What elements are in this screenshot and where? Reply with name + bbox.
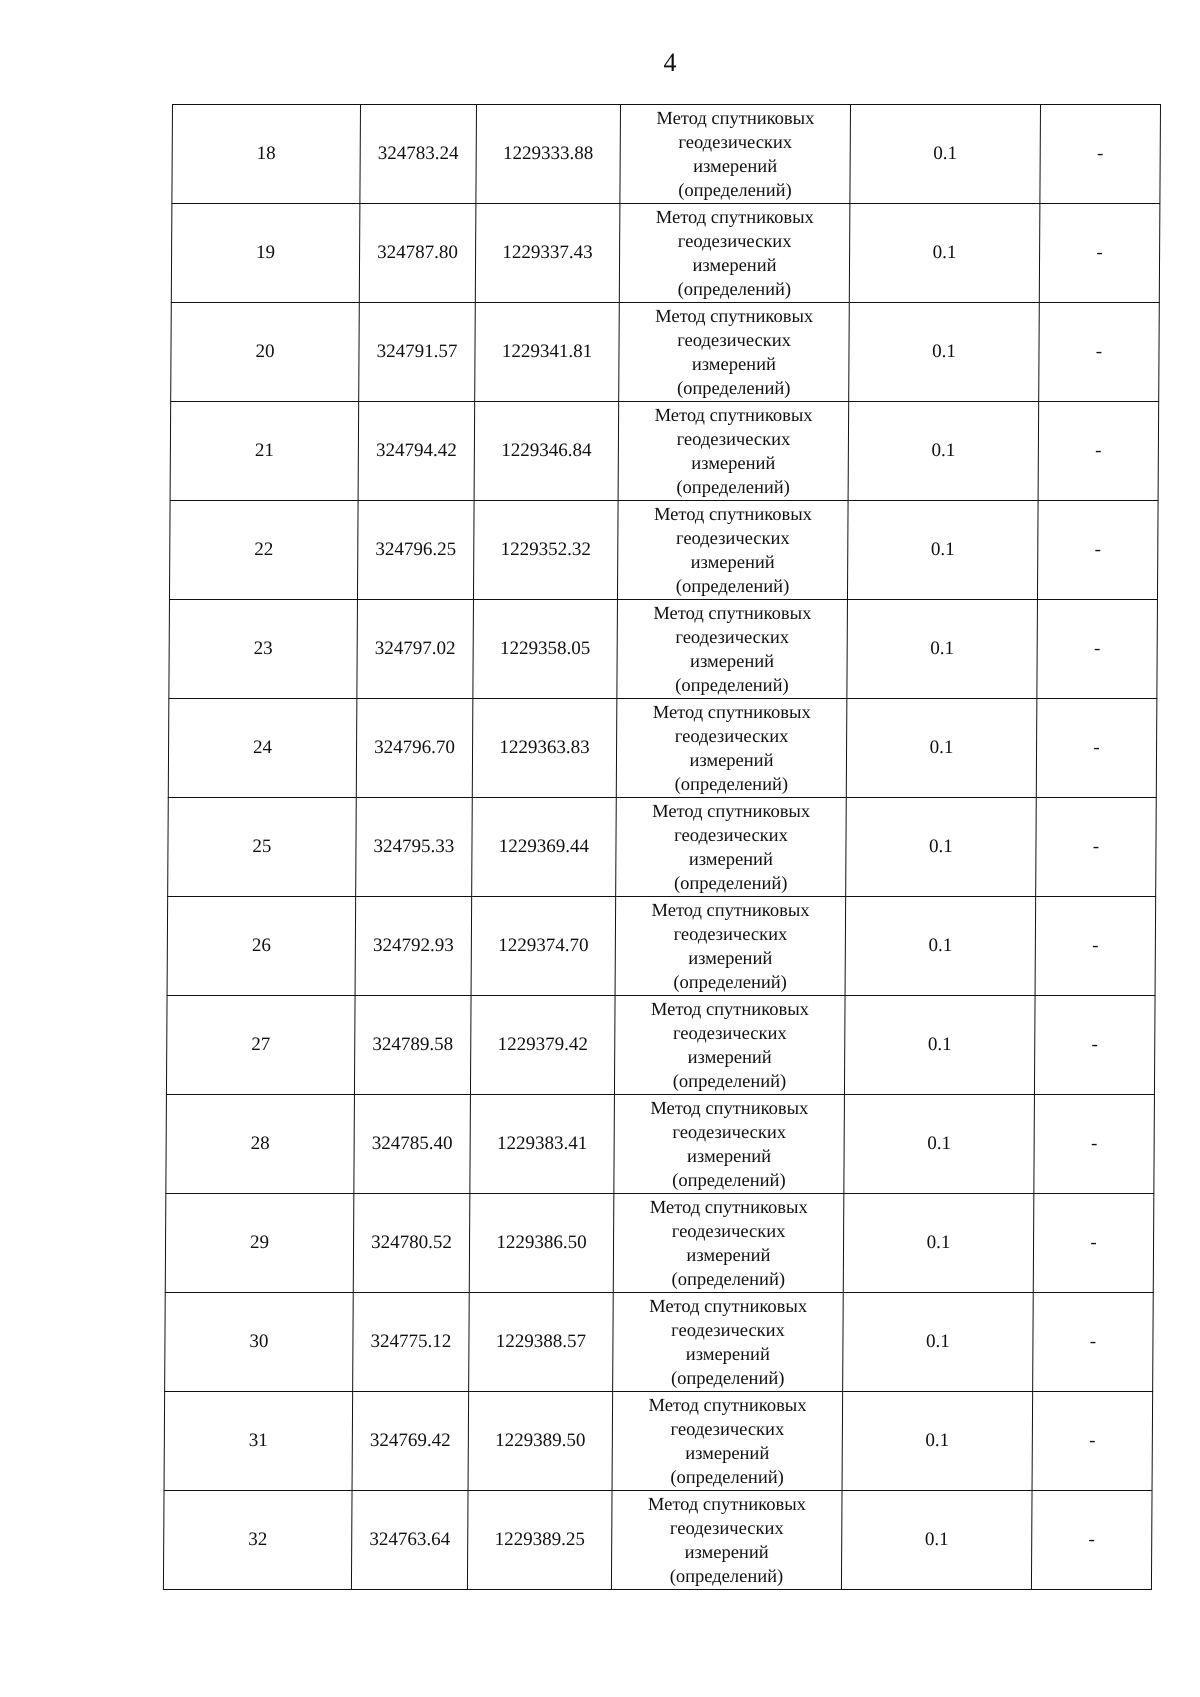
y-coordinate-cell: 1229341.81 bbox=[475, 303, 620, 402]
point-number-cell: 23 bbox=[169, 600, 358, 699]
x-coordinate-cell: 324787.80 bbox=[359, 204, 476, 303]
accuracy-cell: 0.1 bbox=[841, 1491, 1032, 1590]
accuracy-cell: 0.1 bbox=[849, 204, 1040, 303]
y-coordinate-cell: 1229379.42 bbox=[470, 996, 615, 1095]
y-coordinate-cell: 1229346.84 bbox=[474, 402, 619, 501]
method-line: (определений) bbox=[671, 1270, 786, 1290]
point-number-cell: 25 bbox=[168, 798, 357, 897]
method-line: (определений) bbox=[676, 379, 791, 399]
method-line: (определений) bbox=[675, 676, 789, 696]
page-number: 4 bbox=[663, 48, 677, 77]
x-coordinate-cell: 324792.93 bbox=[355, 897, 472, 996]
point-number-cell: 22 bbox=[169, 501, 358, 600]
y-coordinate-cell: 1229369.44 bbox=[472, 798, 617, 897]
method-line: измерений bbox=[693, 157, 778, 177]
method-line: Метод спутниковых bbox=[651, 901, 810, 921]
point-number-cell: 26 bbox=[167, 897, 356, 996]
table-row bbox=[172, 105, 1161, 204]
accuracy-cell: 0.1 bbox=[843, 1194, 1034, 1293]
x-coordinate-cell: 324789.58 bbox=[354, 996, 471, 1095]
description-cell: - bbox=[1034, 996, 1155, 1095]
method-line: (определений) bbox=[673, 874, 788, 894]
method-line: Метод спутниковых bbox=[656, 109, 815, 129]
method-line: измерений bbox=[684, 1543, 769, 1563]
table-row bbox=[163, 1491, 1152, 1590]
accuracy-cell: 0.1 bbox=[848, 402, 1039, 501]
method-line: (определений) bbox=[675, 577, 790, 597]
method-line: Метод спутниковых bbox=[652, 802, 811, 822]
method-line: геодезических bbox=[669, 1519, 784, 1539]
method-cell bbox=[616, 699, 847, 798]
method-line: (определений) bbox=[674, 775, 789, 795]
coordinates-table bbox=[163, 104, 1161, 1590]
point-number-cell: 19 bbox=[171, 204, 360, 303]
method-line: Метод спутниковых bbox=[648, 1396, 807, 1416]
accuracy-cell: 0.1 bbox=[844, 996, 1035, 1095]
method-line: геодезических bbox=[674, 826, 788, 846]
method-line: Метод спутниковых bbox=[653, 505, 813, 525]
method-line: измерений bbox=[686, 1246, 771, 1266]
method-line: Метод спутниковых bbox=[652, 703, 811, 723]
method-cell bbox=[612, 1392, 843, 1491]
table-row bbox=[169, 501, 1158, 600]
method-line: измерений bbox=[690, 553, 775, 573]
x-coordinate-cell: 324785.40 bbox=[354, 1095, 471, 1194]
x-coordinate-cell: 324797.02 bbox=[357, 600, 474, 699]
description-cell: - bbox=[1031, 1491, 1152, 1590]
method-line: Метод спутниковых bbox=[649, 1198, 808, 1218]
method-cell bbox=[611, 1491, 842, 1590]
method-line: геодезических bbox=[678, 133, 793, 153]
description-cell: - bbox=[1038, 402, 1159, 501]
method-line: (определений) bbox=[673, 973, 787, 993]
method-cell bbox=[619, 303, 850, 402]
table-row bbox=[171, 204, 1160, 303]
method-line: геодезических bbox=[671, 1222, 786, 1242]
table-row bbox=[168, 798, 1157, 897]
point-number-cell: 24 bbox=[168, 699, 357, 798]
method-line: геодезических bbox=[670, 1420, 785, 1440]
method-line: Метод спутниковых bbox=[655, 307, 814, 327]
method-line: Метод спутниковых bbox=[655, 208, 814, 228]
x-coordinate-cell: 324794.42 bbox=[358, 402, 475, 501]
method-cell bbox=[616, 798, 847, 897]
description-cell: - bbox=[1033, 1293, 1154, 1392]
y-coordinate-cell: 1229363.83 bbox=[472, 699, 617, 798]
method-line: (определений) bbox=[672, 1171, 786, 1191]
x-coordinate-cell: 324783.24 bbox=[360, 105, 477, 204]
method-line: (определений) bbox=[672, 1072, 787, 1092]
y-coordinate-cell: 1229333.88 bbox=[476, 105, 621, 204]
accuracy-cell: 0.1 bbox=[845, 897, 1036, 996]
method-line: измерений bbox=[692, 256, 777, 276]
table-row bbox=[171, 303, 1160, 402]
method-line: Метод спутниковых bbox=[654, 406, 813, 426]
description-cell: - bbox=[1033, 1194, 1154, 1293]
y-coordinate-cell: 1229374.70 bbox=[471, 897, 616, 996]
accuracy-cell: 0.1 bbox=[847, 501, 1038, 600]
table-row bbox=[170, 402, 1159, 501]
accuracy-cell: 0.1 bbox=[850, 105, 1041, 204]
point-number-cell: 27 bbox=[166, 996, 355, 1095]
method-cell bbox=[615, 897, 846, 996]
method-cell bbox=[613, 1194, 844, 1293]
method-line: Метод спутниковых bbox=[650, 1000, 810, 1020]
y-coordinate-cell: 1229389.25 bbox=[467, 1491, 612, 1590]
description-cell: - bbox=[1032, 1392, 1153, 1491]
method-line: Метод спутниковых bbox=[653, 604, 812, 624]
y-coordinate-cell: 1229358.05 bbox=[473, 600, 618, 699]
method-line: (определений) bbox=[677, 280, 792, 300]
method-line: измерений bbox=[691, 454, 776, 474]
method-line: измерений bbox=[685, 1345, 770, 1365]
method-line: геодезических bbox=[675, 628, 790, 648]
method-line: геодезических bbox=[675, 529, 790, 549]
method-line: геодезических bbox=[676, 430, 791, 450]
point-number-cell: 31 bbox=[164, 1392, 353, 1491]
x-coordinate-cell: 324780.52 bbox=[353, 1194, 470, 1293]
x-coordinate-cell: 324796.70 bbox=[356, 699, 473, 798]
point-number-cell: 18 bbox=[172, 105, 361, 204]
method-line: Метод спутниковых bbox=[647, 1495, 806, 1515]
description-cell: - bbox=[1036, 699, 1157, 798]
accuracy-cell: 0.1 bbox=[847, 600, 1038, 699]
table-row bbox=[165, 1194, 1154, 1293]
accuracy-cell: 0.1 bbox=[842, 1392, 1033, 1491]
point-number-cell: 20 bbox=[171, 303, 360, 402]
table-row bbox=[166, 1095, 1155, 1194]
accuracy-cell: 0.1 bbox=[843, 1293, 1034, 1392]
point-number-cell: 30 bbox=[165, 1293, 354, 1392]
method-line: измерений bbox=[689, 751, 774, 771]
method-cell bbox=[618, 402, 849, 501]
method-line: измерений bbox=[691, 355, 776, 375]
method-line: геодезических bbox=[677, 232, 792, 252]
method-line: измерений bbox=[685, 1444, 770, 1464]
method-line: Метод спутниковых bbox=[649, 1297, 808, 1317]
table-row bbox=[168, 699, 1157, 798]
method-line: измерений bbox=[686, 1147, 772, 1167]
y-coordinate-cell: 1229389.50 bbox=[468, 1392, 613, 1491]
point-number-cell: 28 bbox=[166, 1095, 355, 1194]
table-row bbox=[164, 1392, 1153, 1491]
method-line: измерений bbox=[690, 652, 775, 672]
x-coordinate-cell: 324791.57 bbox=[359, 303, 476, 402]
coordinates-table-container bbox=[163, 104, 1160, 1590]
method-line: геодезических bbox=[673, 925, 788, 945]
method-line: (определений) bbox=[669, 1567, 784, 1587]
accuracy-cell: 0.1 bbox=[846, 699, 1037, 798]
x-coordinate-cell: 324796.25 bbox=[357, 501, 474, 600]
point-number-cell: 32 bbox=[163, 1491, 352, 1590]
point-number-cell: 29 bbox=[165, 1194, 354, 1293]
accuracy-cell: 0.1 bbox=[846, 798, 1037, 897]
y-coordinate-cell: 1229337.43 bbox=[475, 204, 620, 303]
method-cell bbox=[614, 996, 845, 1095]
description-cell: - bbox=[1034, 1095, 1155, 1194]
description-cell: - bbox=[1037, 501, 1158, 600]
x-coordinate-cell: 324775.12 bbox=[353, 1293, 470, 1392]
method-line: (определений) bbox=[678, 181, 792, 201]
method-cell bbox=[620, 105, 851, 204]
method-line: измерений bbox=[688, 850, 773, 870]
y-coordinate-cell: 1229383.41 bbox=[470, 1095, 615, 1194]
y-coordinate-cell: 1229352.32 bbox=[473, 501, 618, 600]
x-coordinate-cell: 324769.42 bbox=[352, 1392, 469, 1491]
method-cell bbox=[619, 204, 850, 303]
method-line: (определений) bbox=[670, 1369, 785, 1389]
method-line: геодезических bbox=[672, 1024, 787, 1044]
y-coordinate-cell: 1229386.50 bbox=[469, 1194, 614, 1293]
method-line: Метод спутниковых bbox=[650, 1099, 809, 1119]
method-line: измерений bbox=[688, 949, 773, 969]
method-line: геодезических bbox=[672, 1123, 787, 1143]
description-cell: - bbox=[1039, 303, 1160, 402]
table-row bbox=[167, 897, 1156, 996]
method-line: геодезических bbox=[677, 331, 791, 351]
accuracy-cell: 0.1 bbox=[849, 303, 1040, 402]
table-row bbox=[166, 996, 1155, 1095]
table-row bbox=[165, 1293, 1154, 1392]
method-cell bbox=[614, 1095, 845, 1194]
method-cell bbox=[617, 501, 848, 600]
method-line: (определений) bbox=[676, 478, 790, 498]
point-number-cell: 21 bbox=[170, 402, 359, 501]
description-cell: - bbox=[1037, 600, 1158, 699]
method-line: (определений) bbox=[670, 1468, 784, 1488]
method-cell bbox=[617, 600, 848, 699]
coordinates-table-body bbox=[163, 105, 1160, 1590]
method-cell bbox=[613, 1293, 844, 1392]
accuracy-cell: 0.1 bbox=[844, 1095, 1035, 1194]
x-coordinate-cell: 324763.64 bbox=[351, 1491, 468, 1590]
method-line: геодезических bbox=[671, 1321, 785, 1341]
method-line: геодезических bbox=[674, 727, 789, 747]
x-coordinate-cell: 324795.33 bbox=[356, 798, 473, 897]
y-coordinate-cell: 1229388.57 bbox=[469, 1293, 614, 1392]
description-cell: - bbox=[1040, 105, 1161, 204]
description-cell: - bbox=[1035, 897, 1156, 996]
method-line: измерений bbox=[687, 1048, 772, 1068]
description-cell: - bbox=[1039, 204, 1160, 303]
description-cell: - bbox=[1036, 798, 1157, 897]
table-row bbox=[169, 600, 1158, 699]
